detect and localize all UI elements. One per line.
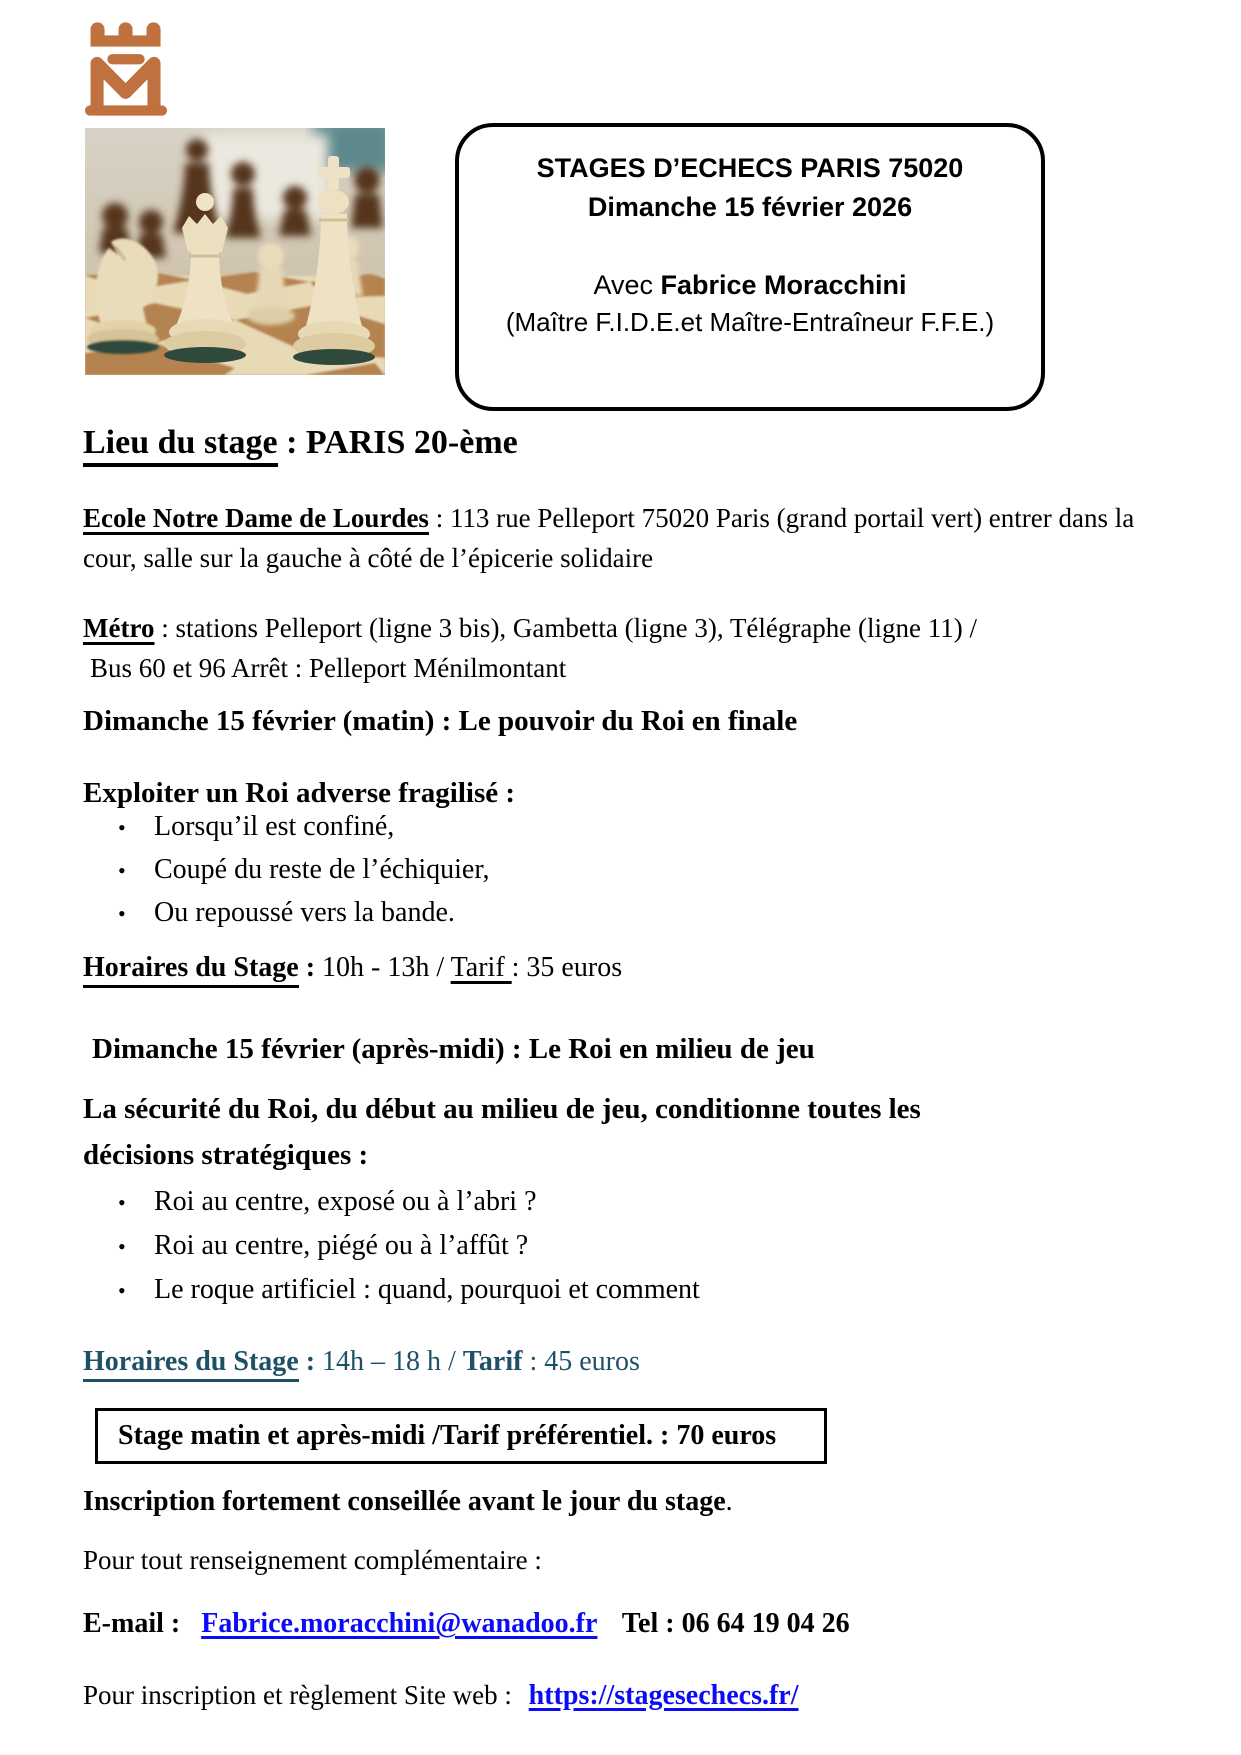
bullet-text: Le roque artificiel : quand, pourquoi et comment xyxy=(154,1274,700,1305)
tarif-text: : 45 euros xyxy=(522,1346,640,1377)
schedule-time: 14h – 18 h / xyxy=(322,1346,463,1377)
combo-price-box: Stage matin et après-midi /Tarif préférentiel. : 70 euros xyxy=(95,1408,827,1464)
bullet-icon: • xyxy=(118,1190,126,1215)
morning-schedule-line xyxy=(83,952,622,984)
banner-instructor-name: Fabrice Moracchini xyxy=(660,270,907,300)
metro-paragraph xyxy=(83,608,1161,688)
list-item xyxy=(112,1180,1112,1224)
rook-m-logo-icon xyxy=(84,20,168,118)
email-link[interactable]: Fabrice.moracchini@wanadoo.fr xyxy=(201,1608,598,1639)
bus-text: Bus 60 et 96 Arrêt : Pelleport Ménilmontant xyxy=(90,653,567,683)
bullet-text: Roi au centre, exposé ou à l’abri ? xyxy=(154,1186,537,1217)
bullet-icon: • xyxy=(118,815,126,840)
bullet-text: Ou repoussé vers la bande. xyxy=(154,897,455,928)
email-label: E-mail : xyxy=(83,1608,188,1639)
school-paragraph xyxy=(83,498,1161,578)
schedule-label: Horaires du Stage xyxy=(83,952,299,988)
schedule-label: Horaires du Stage xyxy=(83,1346,299,1382)
tarif-label: Tarif xyxy=(450,952,512,983)
morning-heading: Dimanche 15 février (matin) : Le pouvoir du Roi en finale xyxy=(83,705,798,737)
list-item xyxy=(112,849,1112,892)
bullet-text: Roi au centre, piégé ou à l’affût ? xyxy=(154,1230,529,1261)
banner-title: STAGES D’ECHECS PARIS 75020 xyxy=(536,153,964,183)
morning-intro: Exploiter un Roi adverse fragilisé : xyxy=(83,777,516,809)
tel-text: Tel : 06 64 19 04 26 xyxy=(615,1608,850,1639)
bullet-icon: • xyxy=(118,858,126,883)
bullet-text: Coupé du reste de l’échiquier, xyxy=(154,854,490,885)
bullet-icon: • xyxy=(118,1234,126,1259)
afternoon-schedule-line xyxy=(83,1346,640,1378)
banner-credentials: (Maître F.I.D.E.et Maître-Entraîneur F.F.E.) xyxy=(505,307,995,337)
list-item xyxy=(112,1268,1112,1312)
banner-instructor-line xyxy=(459,266,1041,304)
school-label: Ecole Notre Dame de Lourdes xyxy=(83,503,429,533)
web-prefix: Pour inscription et règlement Site web : xyxy=(83,1680,519,1710)
schedule-colon: : xyxy=(298,952,323,983)
website-link[interactable]: https://stagesechecs.fr/ xyxy=(528,1680,799,1711)
tarif-label: Tarif xyxy=(462,1346,523,1377)
schedule-time: 10h - 13h / xyxy=(322,952,451,983)
banner-date: Dimanche 15 février 2026 xyxy=(587,192,913,222)
bullet-icon: • xyxy=(118,901,126,926)
bullet-text: Lorsqu’il est confiné, xyxy=(154,811,395,842)
metro-label: Métro xyxy=(83,613,155,643)
location-heading-colon: : xyxy=(277,424,306,461)
tarif-text: : 35 euros xyxy=(511,952,623,983)
chess-photo xyxy=(85,128,385,375)
notice-end: . xyxy=(725,1486,733,1517)
schedule-colon: : xyxy=(298,1346,323,1377)
info-line: Pour tout renseignement complémentaire : xyxy=(83,1545,542,1575)
location-heading-label: Lieu du stage xyxy=(83,424,278,467)
section-location-heading xyxy=(83,424,518,462)
afternoon-heading: Dimanche 15 février (après-midi) : Le Roi en milieu de jeu xyxy=(92,1033,815,1065)
banner-with: Avec xyxy=(593,270,661,300)
inscription-notice xyxy=(83,1486,733,1518)
afternoon-intro: La sécurité du Roi, du début au milieu de jeu, conditionne toutes les décisions stratégiques : xyxy=(83,1093,921,1171)
website-line xyxy=(83,1680,799,1712)
list-item xyxy=(112,806,1112,849)
banner-box xyxy=(455,123,1045,411)
email-line xyxy=(83,1608,850,1640)
location-heading-value: PARIS 20-ème xyxy=(305,424,518,461)
bullet-icon: • xyxy=(118,1278,126,1303)
list-item xyxy=(112,892,1112,935)
afternoon-bullets xyxy=(112,1180,1112,1312)
morning-bullets xyxy=(112,806,1112,935)
school-text: : 113 rue Pelleport 75020 Paris (grand portail vert) entrer dans la cour, salle sur la gauche à côté de l’épicerie solidaire xyxy=(83,503,1135,573)
metro-text: : stations Pelleport (ligne 3 bis), Gambetta (ligne 3), Télégraphe (ligne 11) / xyxy=(154,613,978,643)
list-item xyxy=(112,1224,1112,1268)
notice-bold: Inscription fortement conseillée avant le jour du stage xyxy=(83,1486,726,1517)
